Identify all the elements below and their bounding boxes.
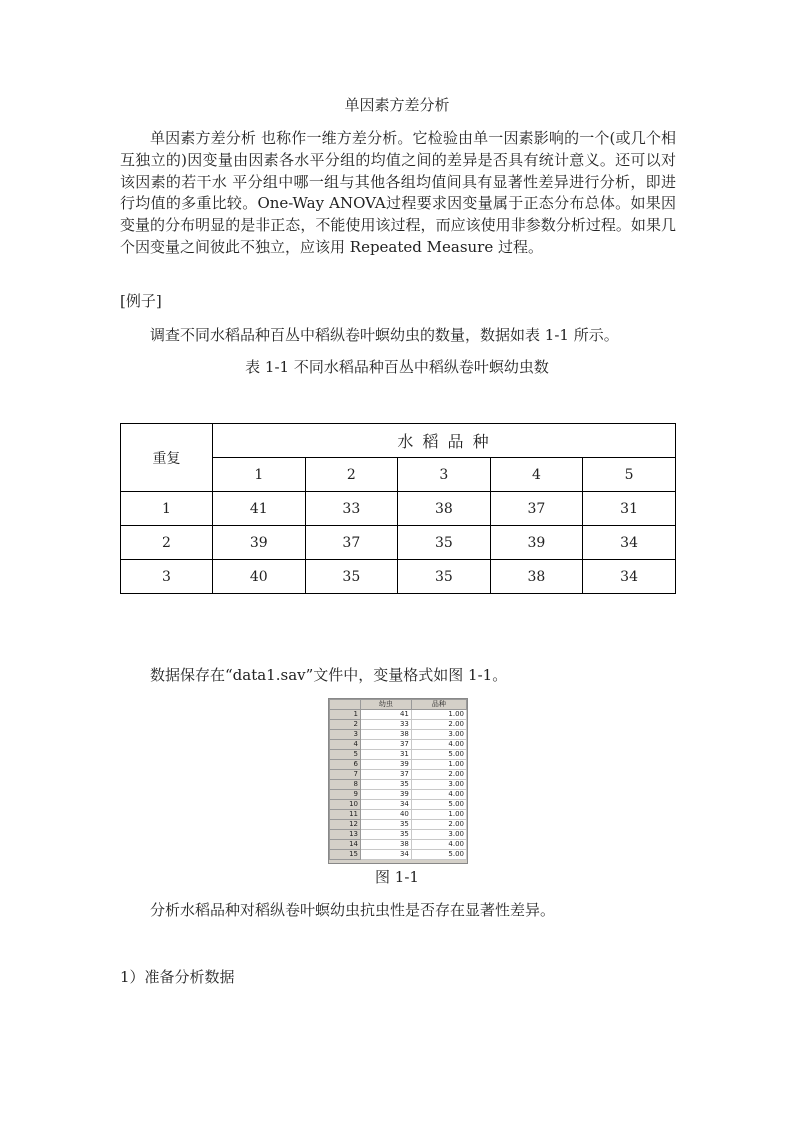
spss-cell: 3.00 xyxy=(411,730,466,740)
spss-row xyxy=(330,770,467,780)
table-cell: 38 xyxy=(490,560,583,594)
spss-cell: 4.00 xyxy=(411,740,466,750)
table-cell: 41 xyxy=(213,492,306,526)
spss-cell: 41 xyxy=(361,710,412,720)
spss-header-cell: 幼虫 xyxy=(361,700,412,710)
table-cell: 37 xyxy=(490,492,583,526)
spss-row xyxy=(330,790,467,800)
spss-cell: 38 xyxy=(361,840,412,850)
row-label-cell: 1 xyxy=(121,492,213,526)
table-cell: 39 xyxy=(213,526,306,560)
spss-row xyxy=(330,810,467,820)
page-title: 单因素方差分析 xyxy=(344,96,450,114)
table-body xyxy=(121,492,676,594)
spss-row xyxy=(330,730,467,740)
table-cell: 35 xyxy=(398,526,491,560)
spss-row-number: 15 xyxy=(330,850,361,860)
spss-row-number: 2 xyxy=(330,720,361,730)
spss-row xyxy=(330,800,467,810)
spss-cell: 37 xyxy=(361,740,412,750)
spss-row xyxy=(330,830,467,840)
data-saved-text: 数据保存在“data1.sav”文件中，变量格式如图 1-1。 xyxy=(150,666,508,684)
table-cell: 31 xyxy=(583,492,676,526)
spss-cell: 34 xyxy=(361,800,412,810)
spss-cell: 40 xyxy=(361,810,412,820)
spss-row-number: 9 xyxy=(330,790,361,800)
spss-cell: 1.00 xyxy=(411,760,466,770)
spss-cell: 33 xyxy=(361,720,412,730)
step-1-heading: 1）准备分析数据 xyxy=(120,968,235,986)
spss-row xyxy=(330,710,467,720)
table-row xyxy=(121,526,676,560)
spss-row xyxy=(330,850,467,860)
analysis-text: 分析水稻品种对稻纵卷叶螟幼虫抗虫性是否存在显著性差异。 xyxy=(150,901,556,919)
spss-cell: 31 xyxy=(361,750,412,760)
spss-cell: 2.00 xyxy=(411,720,466,730)
spss-row xyxy=(330,840,467,850)
spss-row xyxy=(330,820,467,830)
column-header-cell: 1 xyxy=(213,458,306,492)
spss-cell: 2.00 xyxy=(411,820,466,830)
spss-cell: 4.00 xyxy=(411,790,466,800)
spss-row xyxy=(330,740,467,750)
spss-cell: 35 xyxy=(361,830,412,840)
column-header-cell: 3 xyxy=(398,458,491,492)
row-header-cell: 重复 xyxy=(121,424,213,492)
example-text: 调查不同水稻品种百丛中稻纵卷叶螟幼虫的数量，数据如表 1-1 所示。 xyxy=(150,326,619,344)
row-label-cell: 2 xyxy=(121,526,213,560)
column-header-cell: 4 xyxy=(490,458,583,492)
table-cell: 40 xyxy=(213,560,306,594)
intro-paragraph: 单因素方差分析 也称作一维方差分析。它检验由单一因素影响的一个(或几个相互独立的)因变量由因素各水平分组的均值之间的差异是否具有统计意义。还可以对该因素的若干水 平分组中哪一组与其他各组均值间具有显著性差异进行分析，即进行均值的多重比较。One-Way ANOVA过程要求因变量属于正态分布总体。如果因变量的分布明显的是非正态，不能使用该过程，而应该使用非参数分析过程。如果几个因变量之间彼此不独立，应该用 Repeated Measure 过程。 xyxy=(120,129,676,256)
spss-header-cell: 品种 xyxy=(411,700,466,710)
data-table xyxy=(120,423,676,594)
spss-row-number: 1 xyxy=(330,710,361,720)
spss-cell: 35 xyxy=(361,820,412,830)
table-cell: 33 xyxy=(305,492,398,526)
table-cell: 38 xyxy=(398,492,491,526)
figure-caption: 图 1-1 xyxy=(375,868,419,886)
example-label: [例子] xyxy=(120,292,162,310)
spss-row-number: 14 xyxy=(330,840,361,850)
spss-row-number: 10 xyxy=(330,800,361,810)
spss-cell: 1.00 xyxy=(411,710,466,720)
table-cell: 39 xyxy=(490,526,583,560)
spss-cell: 5.00 xyxy=(411,800,466,810)
spss-cell: 2.00 xyxy=(411,770,466,780)
spss-row-number: 5 xyxy=(330,750,361,760)
spss-header-cell xyxy=(330,700,361,710)
spss-row-number: 4 xyxy=(330,740,361,750)
table-cell: 34 xyxy=(583,526,676,560)
spss-cell: 1.00 xyxy=(411,810,466,820)
spss-cell: 35 xyxy=(361,780,412,790)
spss-row-number: 7 xyxy=(330,770,361,780)
table-cell: 35 xyxy=(305,560,398,594)
spss-header-row xyxy=(330,700,467,710)
spss-row-number: 3 xyxy=(330,730,361,740)
table-row xyxy=(121,492,676,526)
spss-cell: 5.00 xyxy=(411,750,466,760)
spss-cell: 4.00 xyxy=(411,840,466,850)
spss-cell: 39 xyxy=(361,790,412,800)
spss-row-number: 6 xyxy=(330,760,361,770)
spss-cell: 37 xyxy=(361,770,412,780)
table-cell: 34 xyxy=(583,560,676,594)
spss-row xyxy=(330,780,467,790)
spss-cell: 39 xyxy=(361,760,412,770)
spss-cell: 38 xyxy=(361,730,412,740)
spss-row-number: 12 xyxy=(330,820,361,830)
spss-body xyxy=(330,710,467,860)
spss-row xyxy=(330,760,467,770)
row-label-cell: 3 xyxy=(121,560,213,594)
spss-row-number: 13 xyxy=(330,830,361,840)
spss-cell: 34 xyxy=(361,850,412,860)
table-row xyxy=(121,560,676,594)
spss-row xyxy=(330,720,467,730)
spss-row xyxy=(330,750,467,760)
spss-row-number: 8 xyxy=(330,780,361,790)
table-cell: 37 xyxy=(305,526,398,560)
table-caption: 表 1-1 不同水稻品种百丛中稻纵卷叶螟幼虫数 xyxy=(245,358,549,376)
group-header-cell: 水 稻 品 种 xyxy=(213,424,676,458)
spss-cell: 3.00 xyxy=(411,780,466,790)
column-header-cell: 5 xyxy=(583,458,676,492)
column-header-cell: 2 xyxy=(305,458,398,492)
table-cell: 35 xyxy=(398,560,491,594)
spss-row-number: 11 xyxy=(330,810,361,820)
spss-cell: 3.00 xyxy=(411,830,466,840)
spss-cell: 5.00 xyxy=(411,850,466,860)
spss-data-view-figure xyxy=(328,698,468,864)
